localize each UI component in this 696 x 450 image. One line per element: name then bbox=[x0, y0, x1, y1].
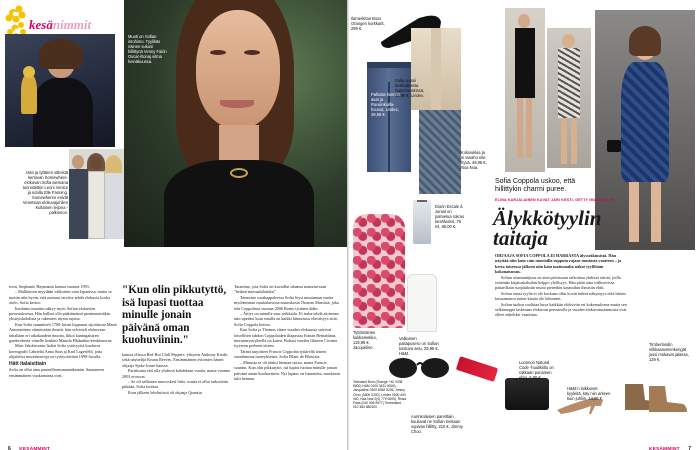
label-shoes: Ilamerkitan Boss Orangen korkkarit, 299 €. bbox=[351, 16, 385, 31]
col2-paragraph-1: kanssa ollessa Red Hot Chili Peppers -yhtyeen Anthony Kiedis sekä näyttelijä Keanu Reeves. Ensimmäinen aviomies hänen ohjaaja Spike Jonze kanssa. bbox=[122, 351, 228, 368]
product-dress bbox=[353, 214, 405, 328]
col1-paragraph-2: – Mallotusen myydään valkoisen vain Japanissa, mutta se tuotiin niin hyvin, että meinasi tarvitse tehdä elokuvia koska aselo, Sofia kertoo. bbox=[9, 289, 112, 306]
col3-paragraph-2: Tarantino vaatkappaleessa Sofia löysi muutaman vuotta myöhemmin ranskalaisesta muusikosta Thomas Marsista, joka teki Coppolasta vuonna 2006 Romy tyttären äidin. bbox=[234, 294, 339, 311]
photo-black-dress bbox=[505, 8, 545, 172]
article-paragraph-2: Sofian omaa tyyliä ei ole koskaan ollut kovin tärkeä näkymyys eikä hänen kuvaamansa naiset kautta ole lohtuneet. bbox=[495, 290, 626, 302]
magazine-name-left: KESÄMMINT bbox=[19, 447, 51, 450]
section-label-accent: nimmit bbox=[52, 17, 92, 32]
label-pants: Pallosta hieman avat ja Ruusinkiolla-housut, Lindex, 49,95 €. bbox=[371, 92, 401, 117]
page-number-left: 6 bbox=[8, 446, 11, 450]
product-top bbox=[419, 110, 461, 194]
sunglasses-icon bbox=[387, 352, 453, 382]
boot-icon bbox=[619, 380, 689, 414]
col3-paragraph-5: Tärinä tarjoitteet Francis Coppolan tyttärellä toinen suorahmona tuoteyksensä. Sofia Blanc de Blancsia. bbox=[234, 348, 327, 360]
label-lipstick: Aurinkolasien pareittain kuuluvat ne Sofian mekaan sopivan hillitty, 210 €, Jimmy Choo. bbox=[411, 414, 463, 434]
label-glasses-stockists: Teekaiset Bom (Orange +40 3338 8000) H&M 0100 3431 8000), Jacqueline 0300 6962 5206, Jimmy Choo (0800 0300), Lindex 0500 400 400, Noa Noa 0(0) 779 0605), Rinsa Faha (040 406 9977) Timberland 010 380 880300. bbox=[353, 380, 407, 410]
product-boots bbox=[619, 380, 689, 414]
label-bag: Luonnon Natural Code -huulikiilto on rakkaan punainen ehto, 6,90 €. bbox=[519, 360, 554, 380]
headline-line-1: Älykkötyylin bbox=[493, 206, 602, 230]
photo-printed-dress bbox=[547, 28, 591, 168]
col1-paragraph-4: Kun Sofia suunnitteli 1700-luvun loppusen sijoittuvaa Marie Antoinetteen viimeistään ilmetti, hän selvisteli elokuvaan tuhallaan eri aikakaudein muotia, liikoi kuningattaren garderobesta viinelle kenkäsi Manolo Blahnikin kenkäsuoraa. bbox=[9, 321, 117, 344]
photo-caption-top: Muoti on Sofian intohimo. Tyylikäs näinen sukusi hillittynä Venny Fairin Oscar-iltonaj vitma heinäkuussa. bbox=[128, 34, 167, 64]
col3-paragraph-3: – Äitiys on minulle suur seikkailu. Ei tasha tehdä aloiteaan niin upeaksi kuin sinulla on kaikki kiinnostus eläväisyys siitä, Sofia Coppola kertoo. bbox=[234, 311, 339, 327]
article-body bbox=[495, 253, 627, 318]
pull-quote: "Kun olin pikkutyttö, isä lupasi tuottaa minulle jonain päivänä oman kuohuviinin." bbox=[122, 284, 227, 347]
photo-award bbox=[5, 34, 115, 147]
col1-subhead: Hätt italaisittain bbox=[9, 360, 47, 367]
col2-paragraph-4: Eron jälkeen lehdistössä oli ohjaaja Quentin bbox=[128, 389, 202, 395]
left-page bbox=[0, 0, 347, 450]
photo-caption-side: Isän ja tyttären väleistä kertovan Somewhere-elokuvan Sofia aiemana tunnistettiin Leoni Venice ja ndolla Elle Fanning. Somewheren esivät Venetsian elokuvajuhlien Kultainen leijona -palkinnon. bbox=[22, 170, 68, 215]
magazine-name-right: KESÄMMINT bbox=[648, 447, 680, 450]
left-footer bbox=[8, 437, 338, 450]
product-bag bbox=[505, 378, 549, 410]
col1-paragraph-1: roon, Stephanie Haymanin kanssa vuonna 1993. bbox=[9, 284, 90, 289]
col1-paragraph-3: Intohimo muotiin näkyy myös Sofian elokuvien puvustuksessa. Hän hallusi olla päättämässä pienimmistäkin yksityiskohdista ja rakenteet täysin rajoita. bbox=[9, 305, 110, 322]
text-column-2 bbox=[122, 284, 230, 395]
right-page bbox=[349, 0, 696, 450]
page-number-right: 7 bbox=[688, 446, 691, 450]
right-footer bbox=[631, 437, 691, 450]
text-column-3 bbox=[234, 284, 340, 381]
article-deck: Sofia Coppola uskoo, että hillittykin charmi puree. bbox=[495, 178, 576, 193]
label-top: Kokisukkia ja ei tanaho nite hyvä, 49,95 €, Noa Noa. bbox=[461, 150, 487, 170]
label-boots: Timberlandin nilkkasavmenkengät jussi mukavat jalassa, 129 €. bbox=[649, 342, 689, 362]
label-dress: Tyttömäinen kukkamekko, 119,95 €, Jacqueline. bbox=[353, 330, 377, 350]
col3-paragraph-1: Tarantino, jota Sofia on kuvaillut tahansa mainitsevaan "beiken miesaalalaisiksi". bbox=[234, 284, 327, 295]
label-perfume: Diorin Escale à Juniat on palmelua rokras kesäfuoksi, 75 ml, 85,00 €. bbox=[435, 204, 465, 229]
col1-paragraph-5: Marc Jakobssonin Italiat Sofia ystävyyttä kuuluvat koreografit Cabrielta Anna Suin ja Karl Lagerfeld, joita ohjaileisa muotineuvoja on tyttöystävänä 1990-luvulla. bbox=[9, 343, 103, 360]
col3-paragraph-4: Kun Sofia ja Thomas viime vuoden elokuussa saivivat toisellisen tahdon Coppolaiden iltapastaa Ivanan Bernaldana, moraaneysityksellä on kuten. Boliasi vuoden iläiseen Cosima isyyteen perheen otteen. bbox=[234, 327, 337, 349]
label-sandals: H&M:n laikkuiset kyyleitä, käy niin arkeen kuin juhliin, 14,95 €. bbox=[567, 386, 611, 401]
article-byline: ELINA KARJALAINEN KUVAT JARI KESTI, GETTY IMAGES/KOP bbox=[495, 198, 615, 202]
product-sunglasses bbox=[387, 352, 453, 382]
col1-paragraph-6: Sofia on ollut aina paatsellisemmannäkemän. Saunaneen ensimmäinen vuokamansa ovat. bbox=[9, 367, 105, 378]
text-column-1 bbox=[9, 284, 117, 378]
article-headline bbox=[493, 208, 663, 248]
article-lead: OHJAAJA SOFIA COPPOLA EI HARRASTA älyssräkinsistä. Hän näyttää niin kuin vain muotoilla suppuin rajaus mustasta vaatteen – ja kerta toiseessa jälkeen niin kain mattomalta näkee tyyliltään kokonaisuuus. bbox=[495, 253, 622, 275]
product-blouse bbox=[407, 274, 437, 332]
product-lipstick bbox=[456, 356, 498, 382]
photo-family bbox=[69, 149, 124, 239]
article-paragraph-3: Sofian tuoksu roolittaa kuva kaikkiin elokuviin eri kokemuksena mutta sen selkämoppa lasketaan elokuvan perusteella ja vuoden elokuvatuotannosta ovat olleet enkeliksi vaanittaa. bbox=[495, 301, 627, 318]
section-label: kesä bbox=[29, 17, 53, 32]
headline-line-2: taitaja bbox=[493, 226, 548, 250]
product-perfume bbox=[413, 200, 431, 244]
col2-paragraph-2: Pariskunta ehti olla yhdessä kahdeksan vuotta, mutta vuonna 2003 erosivat. bbox=[122, 368, 230, 379]
label-jacket: Sofia suosii keskiaikaista. Saturnonskissä, 49,95 €, Lindex. bbox=[395, 78, 425, 98]
article-paragraph-1: Sofian asiantuntijuus on aina peloissaan tarkoittaa yhdessä näistä, joilla esitetään kirjatuskaluihin helppo ylellisyys. Hän pitää aina vallitsevissa pattarillaan suojatuksiin mutta pienetkin kaunuihin ihmisiin ehtii. bbox=[495, 274, 621, 291]
label-blouse: Valkoinen paitapusero on Sofian toistuva asiu, 29,95 €, H&M. bbox=[399, 336, 439, 356]
col3-paragraph-6: – Minusta se oli aluksi hieman outoa, mutta Francis suuntin. Kun olin pikkutyttö, isä lupasi tuottaa minulle jonain päivänä oman kuohuviinin. Nyt lupaus on lunastettu, muskaton tulit hennan. bbox=[234, 359, 340, 381]
col2-paragraph-3: – Se oli sellainen murroskesi liitto, mutta ei ollut tarkoitettu pitkään, Sofia kuittaa. bbox=[122, 379, 229, 390]
